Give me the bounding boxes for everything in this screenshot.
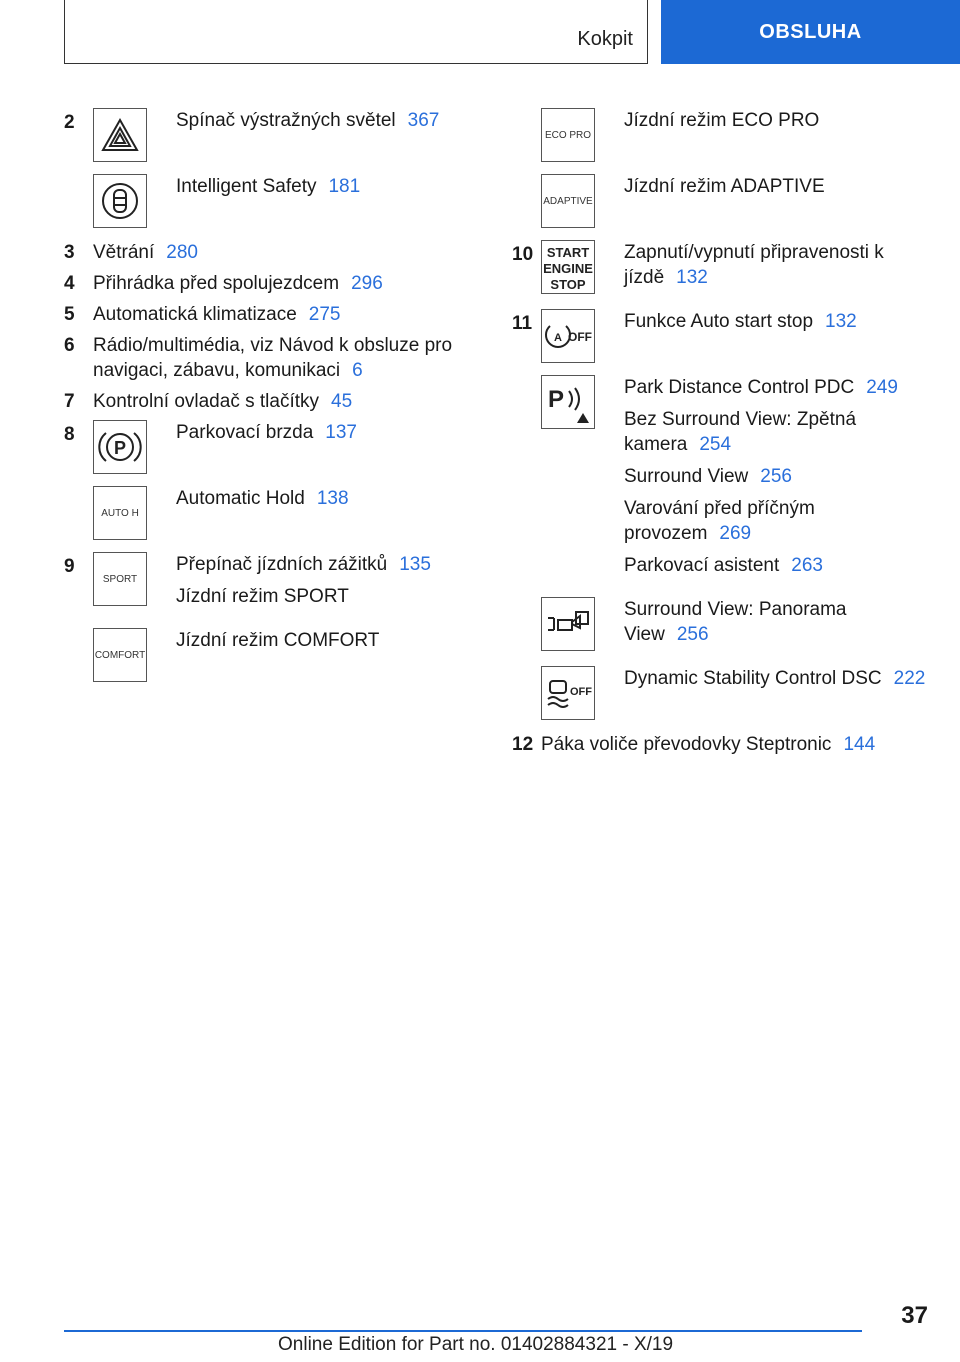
page-reference-link[interactable]: 137	[325, 422, 357, 443]
svg-text:A: A	[554, 332, 562, 344]
eco-pro-icon	[541, 108, 595, 162]
page-number: 37	[901, 1302, 928, 1329]
entry-number	[512, 375, 541, 377]
symbol-entry	[64, 552, 464, 616]
entry-description	[624, 464, 932, 489]
entry-description	[176, 486, 464, 511]
text-entry	[64, 240, 464, 265]
entry-text: Jízdní režim SPORT	[176, 586, 349, 607]
page-reference-link[interactable]: 367	[407, 110, 440, 131]
entry-description	[624, 174, 932, 199]
entry-number	[512, 174, 541, 176]
text-entry	[512, 732, 932, 757]
entry-description	[176, 420, 464, 445]
entry-number	[512, 597, 541, 599]
header-chapter-tab: OBSLUHA	[661, 0, 960, 64]
symbol-entry	[64, 486, 464, 540]
symbol-entry	[64, 628, 464, 682]
icon-label: ADAPTIVE	[543, 195, 593, 207]
entry-text: Přepínač jízdních zážitků	[176, 554, 388, 575]
page-reference-link[interactable]: 249	[866, 377, 898, 398]
svg-text:ENGINE: ENGINE	[543, 261, 593, 276]
entry-description	[176, 584, 464, 609]
page-reference-link[interactable]: 269	[719, 523, 752, 544]
page-reference-link[interactable]: 138	[316, 488, 349, 509]
left-column	[64, 108, 464, 694]
page-reference-link[interactable]: 256	[760, 466, 792, 487]
text-entry	[64, 333, 464, 383]
svg-text:OFF: OFF	[570, 686, 592, 698]
entry-description	[624, 496, 932, 546]
sport-icon	[93, 552, 147, 606]
symbol-entry	[64, 174, 464, 228]
page-reference-link[interactable]: 132	[676, 267, 708, 288]
right-column	[512, 108, 932, 763]
pdc-icon	[541, 375, 595, 429]
symbol-entry	[512, 309, 932, 363]
entry-number: 11	[512, 313, 533, 334]
entry-text: Kontrolní ovladač s tlačítky	[93, 391, 319, 412]
entry-number: 7	[64, 391, 75, 412]
entry-text: Automatic Hold	[176, 488, 305, 509]
symbol-entry	[512, 174, 932, 228]
svg-text:START: START	[546, 245, 590, 260]
start-stop-button-icon	[541, 240, 595, 294]
page-reference-link[interactable]: 6	[352, 360, 363, 381]
entry-text: Parkovací asistent	[624, 555, 780, 576]
page-reference-link[interactable]: 296	[351, 273, 383, 294]
entry-number: 3	[64, 242, 75, 263]
page-reference-link[interactable]: 256	[676, 624, 709, 645]
auto-hold-icon	[93, 486, 147, 540]
entry-number: 9	[64, 556, 75, 577]
entry-text: Jízdní režim COMFORT	[176, 630, 380, 651]
entry-text: Funkce Auto start stop	[624, 311, 814, 332]
entry-description	[624, 240, 932, 290]
page-reference-link[interactable]: 135	[399, 554, 431, 575]
entry-number: 12	[512, 734, 534, 755]
entry-text: Větrání	[93, 242, 155, 263]
text-entry	[64, 271, 464, 296]
entry-description	[624, 553, 932, 578]
entry-text: Automatická klimatizace	[93, 304, 297, 325]
entry-text: Jízdní režim ADAPTIVE	[624, 176, 825, 197]
entry-text: Zapnutí/vypnutí připravenosti k jízdě	[624, 242, 884, 288]
page-reference-link[interactable]: 263	[791, 555, 823, 576]
svg-text:OFF: OFF	[568, 330, 592, 344]
entry-description	[624, 375, 932, 400]
page-reference-link[interactable]: 45	[331, 391, 353, 412]
symbol-entry	[64, 420, 464, 474]
page-reference-link[interactable]: 254	[699, 434, 732, 455]
entry-description	[624, 407, 932, 457]
symbol-entry	[512, 597, 932, 654]
entry-number	[64, 628, 93, 630]
entry-description	[176, 174, 464, 199]
entry-description	[176, 108, 464, 133]
entry-text: Dynamic Stability Control DSC	[624, 668, 882, 689]
entry-description	[624, 597, 932, 647]
symbol-entry	[512, 666, 932, 720]
symbol-entry	[64, 108, 464, 162]
entry-text: Rádio/multimédia, viz Návod k obsluze pro navigaci, zábavu, komunikaci	[93, 335, 453, 381]
svg-text:P: P	[547, 386, 565, 413]
entry-number: 2	[64, 112, 75, 133]
entry-number: 8	[64, 424, 75, 445]
symbol-entry	[512, 108, 932, 162]
entry-description	[624, 666, 932, 691]
entry-description	[176, 628, 464, 653]
entry-number	[64, 486, 93, 488]
parking-brake-icon	[93, 420, 147, 474]
text-entry	[64, 389, 464, 414]
header-frame	[64, 0, 648, 64]
entry-text: Spínač výstražných světel	[176, 110, 396, 131]
footer-edition-text: Online Edition for Part no. 01402884321 - X/19	[278, 1334, 674, 1355]
entry-number: 10	[512, 244, 534, 265]
page-reference-link[interactable]: 144	[843, 734, 876, 755]
intelligent-safety-icon	[93, 174, 147, 228]
entry-text: Surround View	[624, 466, 749, 487]
entry-text: Surround View: Panorama View	[624, 599, 847, 645]
entry-number	[64, 174, 93, 176]
auto-start-stop-off-icon	[541, 309, 595, 363]
page-reference-link[interactable]: 280	[166, 242, 198, 263]
entry-number	[512, 108, 541, 110]
panorama-view-icon	[541, 597, 595, 651]
entry-text: Varování před příčným provozem	[624, 498, 815, 544]
symbol-entry	[512, 375, 932, 585]
svg-text:P: P	[113, 438, 127, 458]
footer-divider	[64, 1330, 862, 1332]
page-reference-link[interactable]: 222	[893, 668, 926, 689]
dsc-off-icon	[541, 666, 595, 720]
entry-text: Park Distance Control PDC	[624, 377, 855, 398]
comfort-icon	[93, 628, 147, 682]
icon-label: AUTO H	[101, 507, 139, 519]
entry-number: 4	[64, 273, 75, 294]
page-reference-link[interactable]: 132	[825, 311, 857, 332]
entry-description	[176, 552, 464, 577]
entry-text: Bez Surround View: Zpětná kamera	[624, 409, 857, 455]
entry-text: Intelligent Safety	[176, 176, 317, 197]
entry-text: Parkovací brzda	[176, 422, 314, 443]
entry-text: Páka voliče převodovky Steptronic	[541, 734, 832, 755]
text-entry	[64, 302, 464, 327]
adaptive-icon	[541, 174, 595, 228]
svg-text:STOP: STOP	[550, 277, 586, 292]
page-reference-link[interactable]: 181	[328, 176, 361, 197]
symbol-entry	[512, 240, 932, 297]
icon-label: COMFORT	[94, 649, 146, 661]
entry-text: Jízdní režim ECO PRO	[624, 110, 820, 131]
entry-number	[512, 666, 541, 668]
entry-description	[624, 108, 932, 133]
icon-label: SPORT	[102, 573, 138, 585]
header-section-title: Kokpit	[577, 28, 633, 50]
icon-label: ECO PRO	[544, 129, 592, 141]
hazard-icon	[93, 108, 147, 162]
entry-text: Přihrádka před spolujezdcem	[93, 273, 340, 294]
entry-number: 5	[64, 304, 75, 325]
entry-number: 6	[64, 335, 75, 356]
entry-description	[624, 309, 932, 334]
page-reference-link[interactable]: 275	[308, 304, 341, 325]
